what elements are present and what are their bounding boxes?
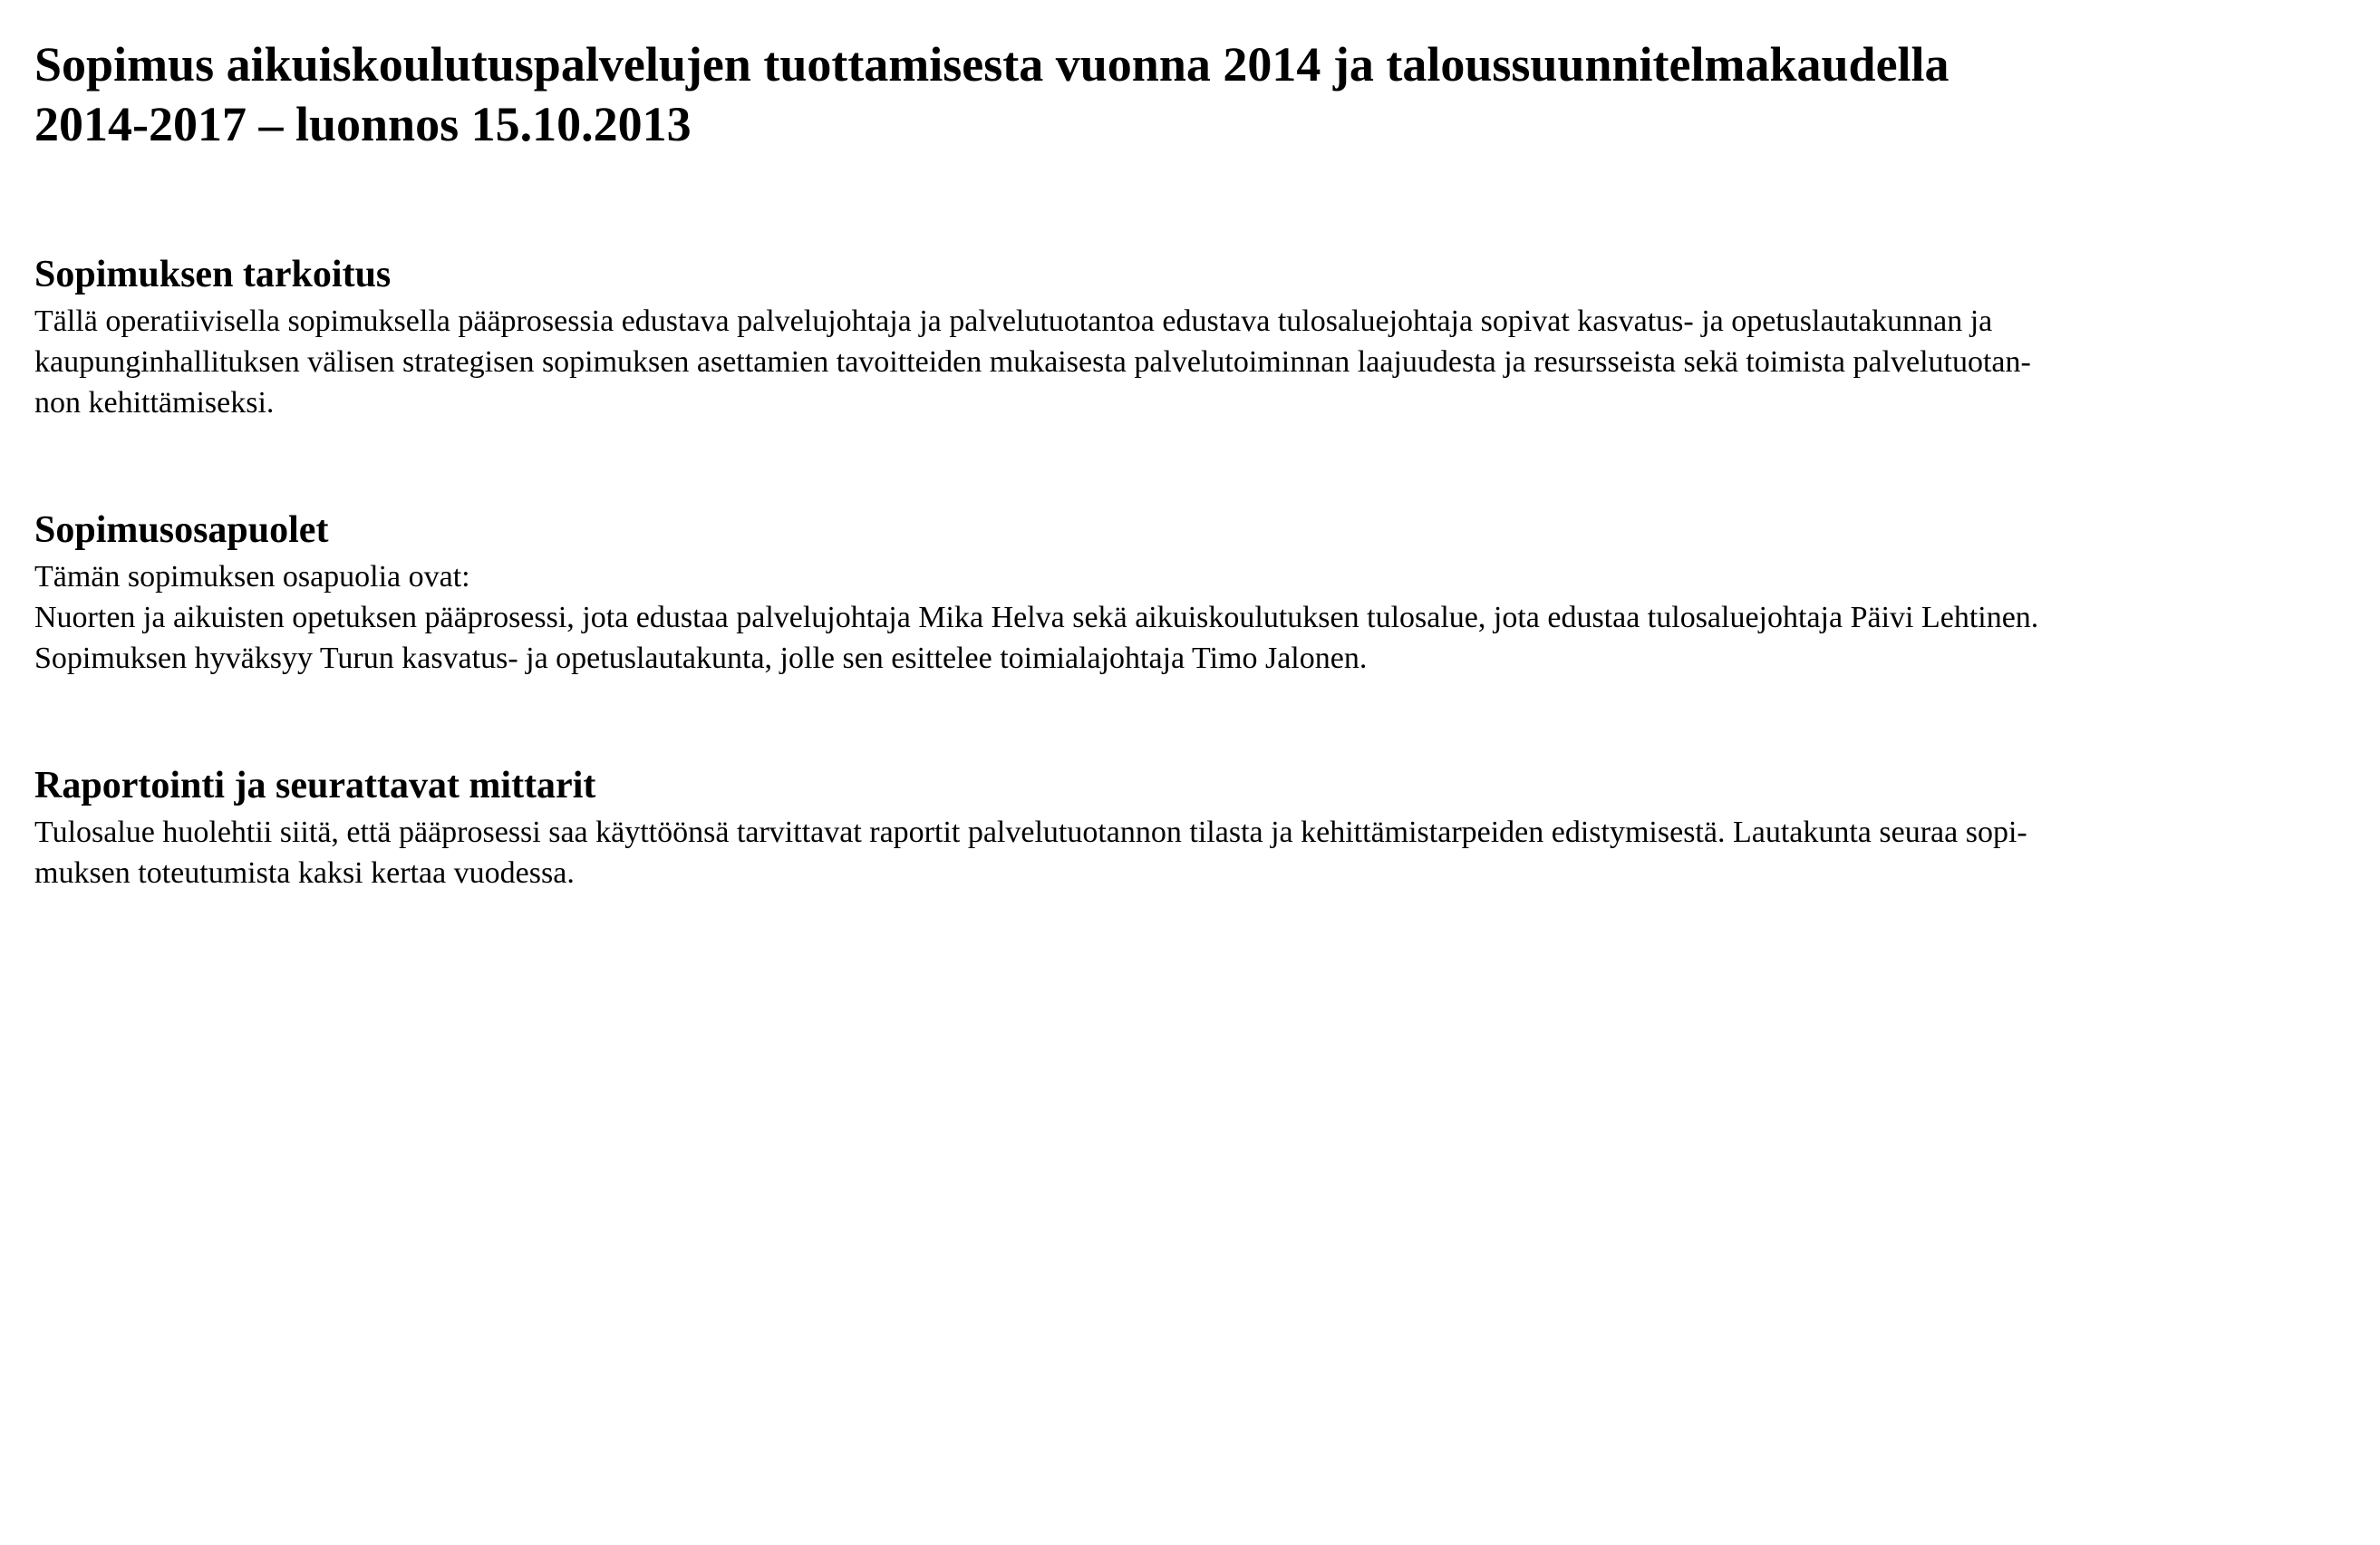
body-line: Tällä operatiivisella sopimuksella pääprosessia edustava palvelujohtaja ja palvelutuotantoa edustava tulosaluejohtaja sopivat kasvatus- ja opetuslautakunnan ja xyxy=(34,304,1993,338)
body-line: Tulosalue huolehtii siitä, että pääprosessi saa käyttöönsä tarvittavat raportit palvelutuotannon tilasta ja kehittämistarpeiden edistymisestä. Lautakunta seuraa sopi- xyxy=(34,816,2027,849)
section-body-purpose xyxy=(34,301,2355,423)
body-line: kaupunginhallituksen välisen strategisen sopimuksen asettamien tavoitteiden mukaisesta palvelutoiminnan laajuudesta ja resursseista sekä toimista palvelutuotan- xyxy=(34,345,2031,379)
document-title-line-1: Sopimus aikuiskoulutuspalvelujen tuottamisesta vuonna 2014 ja taloussuunnitelmakaudella xyxy=(34,37,1949,92)
section-reporting xyxy=(34,763,2355,893)
section-body-parties xyxy=(34,556,2355,679)
body-line: Nuorten ja aikuisten opetuksen pääprosessi, jota edustaa palvelujohtaja Mika Helva sekä aikuiskoulutuksen tulosalue, jota edustaa tulosaluejohtaja Päivi Lehtinen. xyxy=(34,601,2039,634)
document-page xyxy=(34,34,2355,890)
body-line: non kehittämiseksi. xyxy=(34,386,275,420)
body-line: muksen toteutumista kaksi kertaa vuodessa. xyxy=(34,856,575,890)
section-purpose xyxy=(34,252,2355,423)
body-line: Tämän sopimuksen osapuolia ovat: xyxy=(34,560,470,594)
section-heading-parties: Sopimusosapuolet xyxy=(34,509,329,551)
document-title-line-2: 2014-2017 – luonnos 15.10.2013 xyxy=(34,97,692,151)
section-parties xyxy=(34,507,2355,679)
section-heading-reporting: Raportointi ja seurattavat mittarit xyxy=(34,765,596,806)
section-heading-purpose: Sopimuksen tarkoitus xyxy=(34,254,392,295)
document-title xyxy=(34,34,2355,154)
body-line: Sopimuksen hyväksyy Turun kasvatus- ja opetuslautakunta, jolle sen esittelee toimialajohtaja Timo Jalonen. xyxy=(34,642,1368,675)
section-body-reporting xyxy=(34,812,2355,893)
